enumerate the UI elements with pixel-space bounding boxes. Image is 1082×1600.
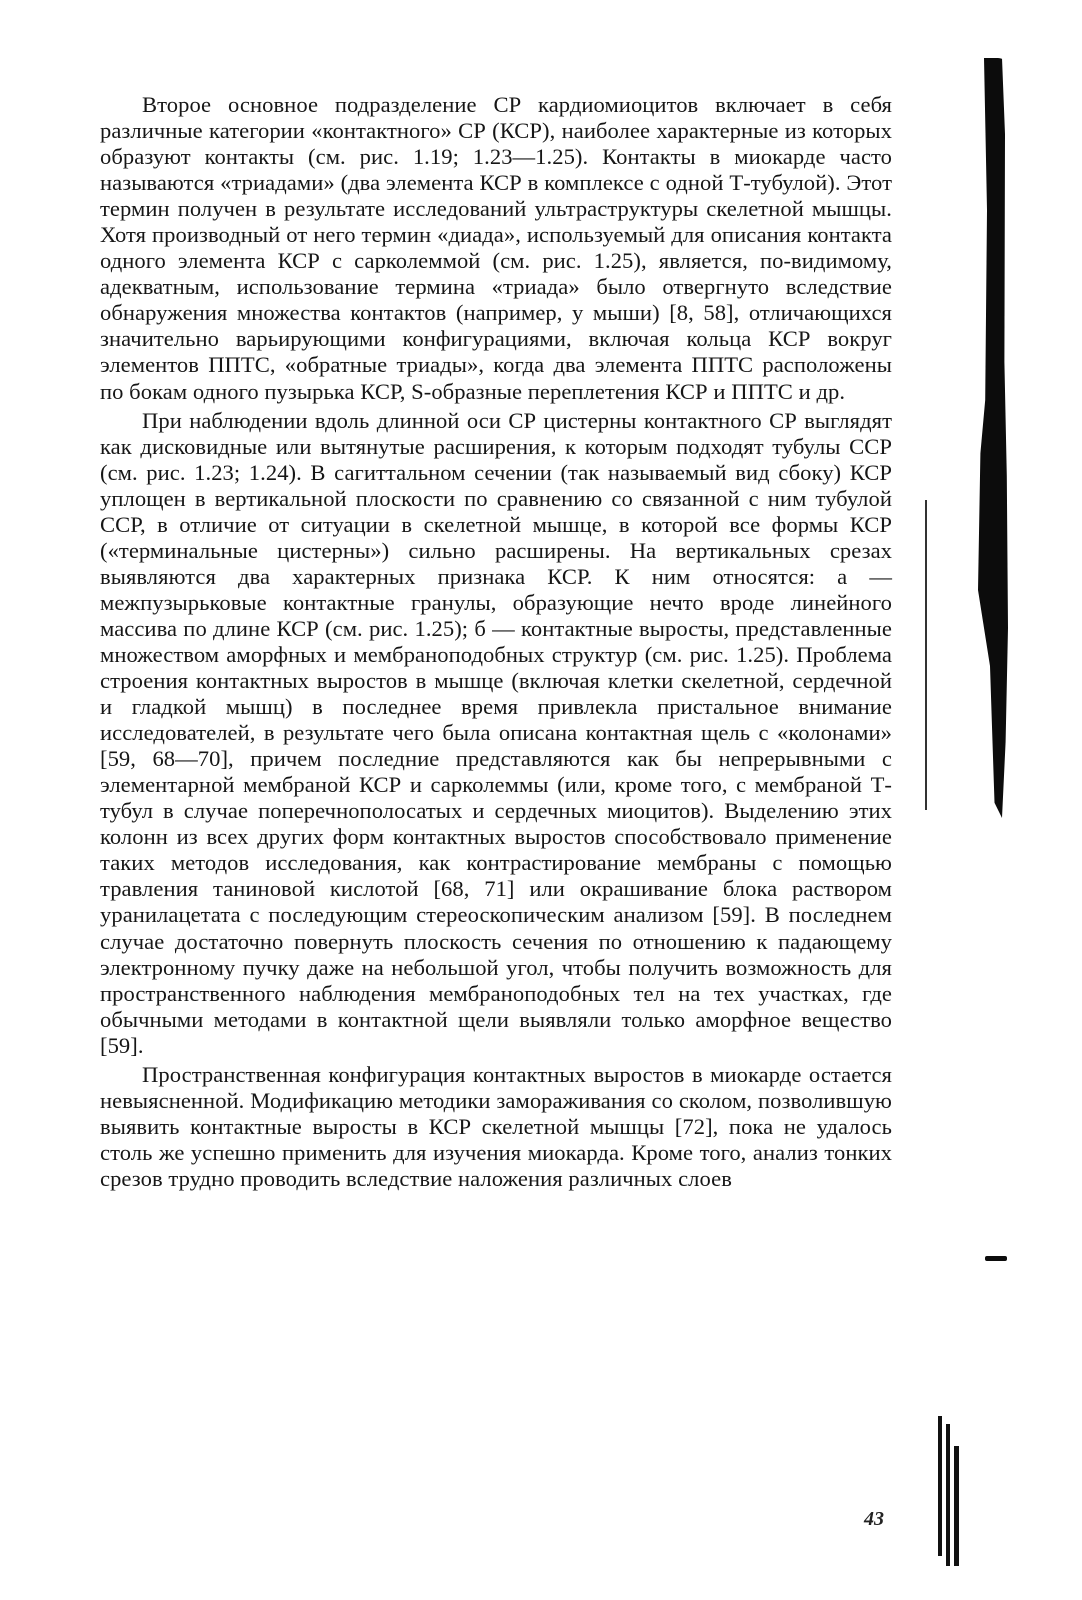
scan-artifact-dash (985, 1256, 1007, 1261)
page-number: 43 (864, 1508, 884, 1530)
body-text (100, 92, 892, 1192)
paragraph-3: Пространственная конфигурация контактных выростов в миокарде остается невыясненной. Модификацию методики замораживания со сколом, позволившую выявить контактные выросты в КСР скелетной мышцы [72], пока не удалось столь же успешно применить для изучения миокарда. Кроме того, анализ тонких срезов трудно проводить вследствие наложения различных слоев (100, 1061, 892, 1191)
scan-artifact-top (978, 58, 1008, 818)
scan-artifact-bottom (938, 1416, 968, 1566)
paragraph-2: При наблюдении вдоль длинной оси СР цистерны контактного СР выглядят как дисковидные или вытянутые расширения, к которым подходят тубулы ССР (см. рис. 1.23; 1.24). В сагиттальном сечении (так называемый вид сбоку) КСР уплощен в вертикальной плоскости по сравнению со связанной с ним тубулой ССР, в отличие от ситуации в скелетной мышце, в которой все формы КСР («терминальные цистерны») сильно расширены. На вертикальных срезах выявляются два характерных признака КСР. К ним относятся: а — межпузырьковые контактные гранулы, образующие нечто вроде линейного массива по длине КСР (см. рис. 1.25); б — контактные выросты, представленные множеством аморфных и мембраноподобных структур (см. рис. 1.25). Проблема строения контактных выростов в мышце (включая клетки скелетной, сердечной и гладкой мышц) в последнее время привлекла пристальное внимание исследователей, в результате чего была описана контактная щель с «колонами» [59, 68—70], причем последние представляются как бы непрерывными с элементарной мембраной КСР и сарколеммы (или, кроме того, с мембраной Т-тубул в случае поперечнополосатых и сердечных миоцитов). Выделению этих колонн из всех других форм контактных выростов способствовало применение таких методов исследования, как контрастирование мембраны с помощью травления таниновой кислотой [68, 71] или окрашивание блока раствором уранилацетата с последующим стереоскопическим анализом [59]. В последнем случае достаточно повернуть плоскость сечения по отношению к падающему электронному пучку даже на небольшой угол, чтобы получить возможность для пространственного наблюдения мембраноподобных тел на тех участках, где обычными методами в контактной щели выявляли только аморфное вещество [59]. (100, 407, 892, 1058)
scan-artifact-line (925, 500, 927, 810)
paragraph-1: Второе основное подразделение СР кардиомиоцитов включает в себя различные категории «контактного» СР (КСР), наиболее характерные из которых образуют контакты (см. рис. 1.19; 1.23—1.25). Контакты в миокарде часто называются «триадами» (два элемента КСР в комплексе с одной Т-тубулой). Этот термин получен в результате исследований ультраструктуры скелетной мышцы. Хотя производный от него термин «диада», используемый для описания контакта одного элемента КСР с сарколеммой (см. рис. 1.25), является, по-видимому, адекватным, использование термина «триада» было отвергнуто вследствие обнаружения множества контактов (например, у мыши) [8, 58], отличающихся значительно варьирующими конфигурациями, включая кольца КСР вокруг элементов ППТС, «обратные триады», когда два элемента ППТС расположены по бокам одного пузырька КСР, S-образные переплетения КСР и ППТС и др. (100, 92, 892, 404)
